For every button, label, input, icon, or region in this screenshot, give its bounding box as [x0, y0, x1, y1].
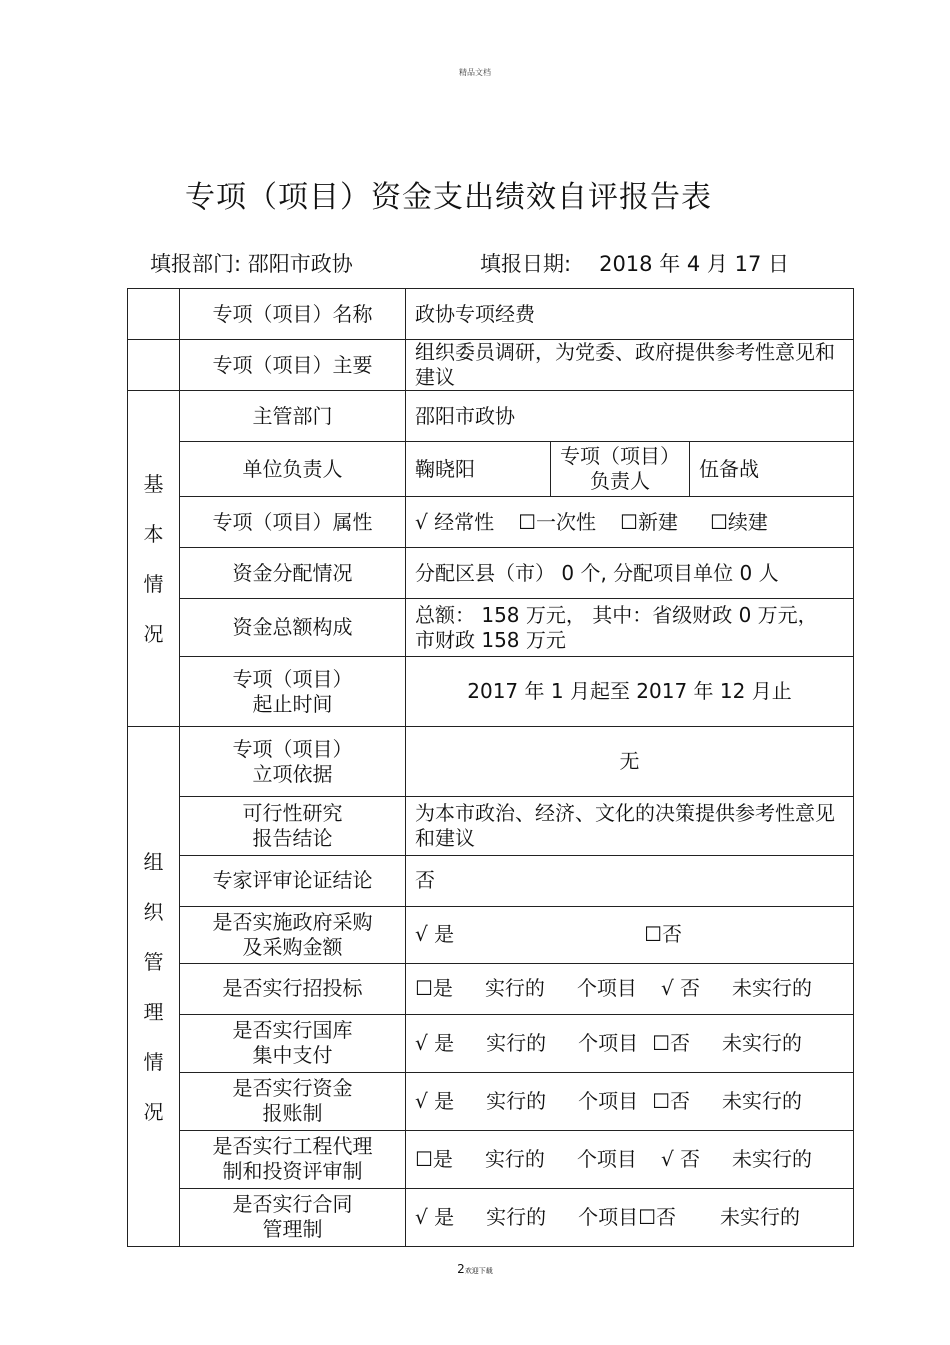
- report-table: [127, 288, 854, 1247]
- implemented-label: 实行的: [484, 976, 545, 1001]
- section-char: 情: [143, 571, 164, 596]
- project-count-label: 个项目: [578, 1030, 639, 1055]
- checkbox-yes: ☐是: [415, 1146, 453, 1171]
- row-label: [180, 797, 406, 855]
- row-label: 单位负责人: [180, 442, 406, 497]
- implemented-label: 实行的: [486, 1088, 547, 1113]
- table-row: [128, 1188, 854, 1246]
- section-char: 管: [143, 949, 164, 974]
- row-value: 分配区县（市） 0 个, 分配项目单位 0 人: [406, 548, 854, 599]
- label-line: 及采购金额: [242, 934, 343, 959]
- checkbox-continue: ☐续建: [709, 509, 768, 534]
- label-line: 报告结论: [252, 825, 333, 850]
- row-value: 政协专项经费: [406, 289, 854, 340]
- fill-date: [480, 248, 789, 278]
- row-value: 2017 年 1 月起至 2017 年 12 月止: [406, 657, 854, 727]
- row-value: [406, 963, 854, 1014]
- unit-leader-value: 鞠晓阳: [406, 442, 551, 496]
- row-value: [406, 1072, 854, 1130]
- row-label: 资金总额构成: [180, 599, 406, 657]
- row-label: [180, 1130, 406, 1188]
- row-label: 专项（项目）主要: [180, 340, 406, 391]
- row-label: 主管部门: [180, 391, 406, 442]
- blank-cell: [128, 340, 180, 391]
- row-value: 组织委员调研，为党委、政府提供参考性意见和建议: [406, 340, 854, 391]
- implemented-label: 实行的: [486, 1204, 547, 1229]
- section-char: 本: [143, 521, 164, 546]
- date-value: 2018 年 4 月 17 日: [599, 252, 789, 276]
- row-label: [180, 1188, 406, 1246]
- checkbox-yes: ☐是: [415, 976, 453, 1001]
- section-basic: [128, 391, 180, 727]
- checkbox-yes: √ 是: [415, 1088, 455, 1113]
- implemented-label: 实行的: [484, 1146, 545, 1171]
- row-value: 总额： 158 万元， 其中：省级财政 0 万元， 市财政 158 万元: [406, 599, 854, 657]
- row-label: [180, 727, 406, 797]
- label-line: 专项（项目）: [232, 666, 353, 691]
- row-label: [180, 1014, 406, 1072]
- project-count-label: 个项目: [578, 1088, 639, 1113]
- dept-label: 填报部门:: [150, 252, 242, 276]
- table-row: [128, 1014, 854, 1072]
- table-row: [128, 855, 854, 906]
- label-line: 是否实行合同: [232, 1192, 353, 1217]
- checkbox-yes: √ 是: [415, 922, 455, 947]
- checkbox-yes: √ 是: [415, 1204, 455, 1229]
- row-value: 为本市政治、经济、文化的决策提供参考性意见和建议: [406, 797, 854, 855]
- table-row: [128, 797, 854, 855]
- header-watermark: 精品文档: [459, 68, 491, 77]
- checkbox-once: ☐一次性: [518, 509, 597, 534]
- project-leader-label: 专项（项目）负责人: [551, 442, 690, 496]
- row-label: 专家评审论证结论: [180, 855, 406, 906]
- table-row: [128, 340, 854, 391]
- project-count-label: 个项目: [576, 976, 637, 1001]
- page-footer: [0, 1262, 950, 1276]
- attr-options: [406, 497, 854, 548]
- checkbox-new: ☐新建: [620, 509, 678, 534]
- section-char: 组: [143, 849, 164, 874]
- project-leader-value: 伍备战: [699, 456, 759, 481]
- not-implemented-label: 未实行的: [722, 1030, 803, 1055]
- section-char: 理: [143, 999, 164, 1024]
- label-line: 管理制: [262, 1217, 323, 1242]
- dept-value: 邵阳市政协: [247, 252, 353, 276]
- table-row: [128, 727, 854, 797]
- label-line: 报账制: [262, 1101, 323, 1126]
- row-value: [406, 1130, 854, 1188]
- section-char: 况: [143, 621, 164, 646]
- project-count-label: 个项目☐否: [578, 1204, 677, 1229]
- table-row: [128, 1130, 854, 1188]
- implemented-label: 实行的: [486, 1030, 547, 1055]
- label-line: 起止时间: [252, 691, 333, 716]
- not-implemented-label: 未实行的: [732, 1146, 813, 1171]
- checkbox-no: ☐否: [652, 1088, 691, 1113]
- section-char: 况: [143, 1099, 164, 1124]
- label-line: 是否实行国库: [232, 1018, 353, 1043]
- table-row: [128, 1072, 854, 1130]
- section-char: 织: [143, 899, 164, 924]
- blank-cell: [128, 289, 180, 340]
- checkbox-no: ☐否: [652, 1030, 691, 1055]
- row-label: 资金分配情况: [180, 548, 406, 599]
- row-label: [180, 1072, 406, 1130]
- table-row: [128, 497, 854, 548]
- section-char: 基: [143, 471, 164, 496]
- row-value: 否: [406, 855, 854, 906]
- label-line: 是否实行工程代理: [212, 1134, 373, 1159]
- checkbox-regular: √ 经常性: [415, 509, 495, 534]
- not-implemented-label: 未实行的: [722, 1088, 803, 1113]
- table-row: [128, 548, 854, 599]
- date-label: 填报日期:: [480, 252, 572, 276]
- label-line: 立项依据: [252, 761, 333, 786]
- section-org: [128, 727, 180, 1247]
- checkbox-no: √ 否: [660, 1146, 701, 1171]
- table-row: [128, 442, 854, 497]
- row-label: 专项（项目）名称: [180, 289, 406, 340]
- table-row: [128, 906, 854, 963]
- label-line: 制和投资评审制: [222, 1159, 363, 1184]
- not-implemented-label: 未实行的: [732, 976, 813, 1001]
- table-row: [128, 391, 854, 442]
- fill-department: [150, 248, 353, 278]
- page-number: 2: [457, 1262, 465, 1276]
- table-row: [128, 657, 854, 727]
- table-row: [128, 963, 854, 1014]
- label-line: 是否实行资金: [232, 1076, 353, 1101]
- not-implemented-label: 未实行的: [720, 1204, 801, 1229]
- footer-text: 欢迎下载: [464, 1267, 493, 1275]
- row-value: [406, 906, 854, 963]
- row-value: [406, 1014, 854, 1072]
- page-title: 专项（项目）资金支出绩效自评报告表: [185, 180, 712, 215]
- row-label: [180, 657, 406, 727]
- label-line: 集中支付: [252, 1043, 333, 1068]
- row-label: [180, 906, 406, 963]
- row-label: 专项（项目）属性: [180, 497, 406, 548]
- row-value: [406, 1188, 854, 1246]
- row-label: 是否实行招投标: [180, 963, 406, 1014]
- label-line: 专项（项目）: [232, 736, 353, 761]
- row-value: 邵阳市政协: [406, 391, 854, 442]
- label-line: 可行性研究: [242, 800, 343, 825]
- table-row: [128, 599, 854, 657]
- section-char: 情: [143, 1049, 164, 1074]
- checkbox-no: √ 否: [660, 976, 701, 1001]
- leader-group: [406, 442, 854, 497]
- project-count-label: 个项目: [576, 1146, 637, 1171]
- checkbox-no: ☐否: [644, 922, 683, 947]
- table-row: [128, 289, 854, 340]
- row-value: 无: [406, 727, 854, 797]
- label-line: 是否实施政府采购: [212, 909, 373, 934]
- checkbox-yes: √ 是: [415, 1030, 455, 1055]
